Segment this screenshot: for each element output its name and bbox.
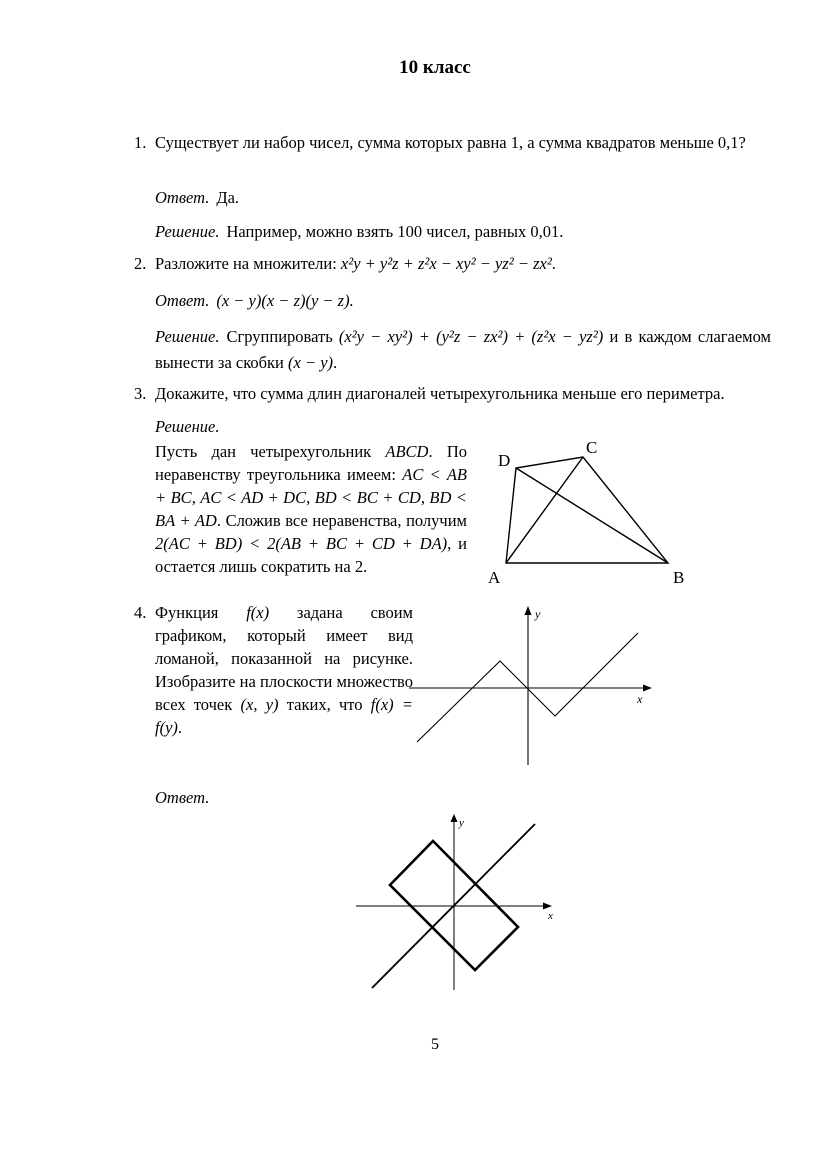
solution-1-text: Например, можно взять 100 чисел, равных 0,01. xyxy=(226,222,564,241)
quadrilateral-figure xyxy=(480,435,700,585)
diagonal-db xyxy=(516,468,668,563)
solution-3-heading xyxy=(155,415,226,438)
y-axis-arrow-icon xyxy=(451,814,458,822)
problem-4-text: Функция f(x) задана своим графиком, который имеет вид ломаной, показанной на рисунке. Изобразите на плоскости множество всех точек (x, y) таких, что f(x) = f(y). xyxy=(155,603,414,737)
page-number: 5 xyxy=(431,1036,439,1053)
y-axis-label: y xyxy=(535,607,541,621)
vertex-label-a: A xyxy=(488,568,501,585)
problem-2-solution xyxy=(155,324,771,376)
problem-4-number: 4. xyxy=(134,603,147,622)
problem-3-number: 3. xyxy=(134,384,147,403)
fx-graph-figure xyxy=(405,600,655,775)
problem-2-number: 2. xyxy=(134,254,147,273)
problem-1-solution xyxy=(155,220,771,243)
problem-3-solution: Пусть дан четырехугольник ABCD. По неравенству треугольника имеем: AC < AB + BC, AC < AD + DC, BD < BC + CD, BD < BA + AD. Сложив все неравенства, получим 2(AC + BD) < 2(AB + BC + CD + DA), и остается лишь сократить на 2. xyxy=(155,442,468,576)
vertex-label-d: D xyxy=(498,451,511,470)
x-axis-arrow-icon xyxy=(543,903,552,910)
answer-graph-figure xyxy=(345,812,575,997)
solution-label: Решение. xyxy=(155,417,220,436)
y-axis-arrow-icon xyxy=(525,606,532,615)
problem-3-text: Докажите, что сумма длин диагоналей четырехугольника меньше его периметра. xyxy=(155,384,725,403)
problem-2-answer xyxy=(155,289,771,312)
diagonal-ac xyxy=(506,457,583,563)
x-axis-label: x xyxy=(548,910,553,922)
answer-label: Ответ. xyxy=(155,188,210,207)
problem-1-answer xyxy=(155,186,771,209)
problem-2-text: Разложите на множители: x²y + y²z + z²x − xy² − yz² − zx². xyxy=(155,254,556,273)
problem-4-answer-heading xyxy=(155,786,216,809)
solution-label: Решение. xyxy=(155,327,220,346)
solution-2-text: Сгруппировать (x²y − xy²) + (y²z − zx²) + (z²x − yz²) и в каждом слагаемом вынести за скобки (x − y). xyxy=(155,327,772,372)
page-title: 10 класс xyxy=(399,57,471,78)
solution-label: Решение. xyxy=(155,222,220,241)
x-axis-arrow-icon xyxy=(643,685,652,692)
x-axis-label: x xyxy=(637,692,643,706)
answer-2-text: (x − y)(x − z)(y − z). xyxy=(216,291,354,310)
problem-1-number: 1. xyxy=(134,133,147,152)
problem-1-text: Существует ли набор чисел, сумма которых равна 1, а сумма квадратов меньше 0,1? xyxy=(155,133,746,152)
vertex-label-b: B xyxy=(673,568,685,585)
answer-1-text: Да. xyxy=(216,188,240,207)
answer-label: Ответ. xyxy=(155,291,210,310)
vertex-label-c: C xyxy=(586,438,598,457)
y-axis-label: y xyxy=(459,817,464,829)
answer-label: Ответ. xyxy=(155,788,210,807)
